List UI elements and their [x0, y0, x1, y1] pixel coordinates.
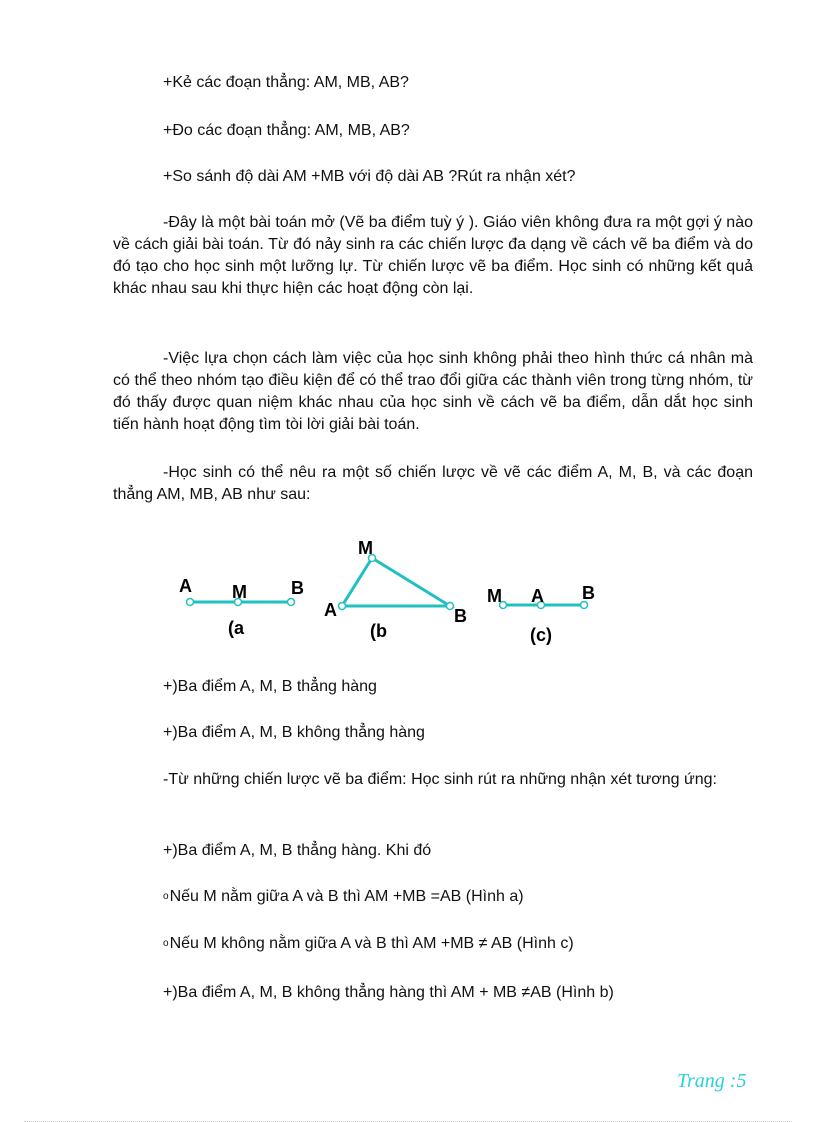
paragraph-strategies	[113, 462, 753, 506]
conclusion-between	[163, 886, 524, 908]
question-measure-segments: +Đo các đoạn thẳng: AM, MB, AB?	[163, 122, 410, 139]
caption-c: (c)	[530, 625, 552, 645]
paragraph-open-problem-text: -Đây là một bài toán mở (Vẽ ba điểm tuỳ ý ). Giáo viên không đưa ra một gợi ý nào về cách giải bài toán. Từ đó nảy sinh ra các chiến lược đa dạng về cách vẽ ba điểm và do đó tạo cho học sinh một lưỡng lự. Từ chiến lược vẽ ba điểm. Học sinh có những kết quả khác nhau sau khi thực hiện các hoạt động còn lại.	[113, 214, 753, 297]
label-M-c: M	[487, 586, 502, 606]
paragraph-open-problem	[113, 212, 753, 300]
question-draw-segments: +Kẻ các đoạn thẳng: AM, MB, AB?	[163, 74, 409, 91]
triangle-AMB	[342, 558, 450, 606]
label-A-a: A	[179, 576, 192, 596]
paragraph-group-work-text: -Việc lựa chọn cách làm việc của học sinh không phải theo hình thức cá nhân mà có thể theo nhóm tạo điều kiện để có thể trao đổi giữa các thành viên trong từng nhóm, từ đó thấy được quan niệm khác nhau của học sinh về cách vẽ ba điểm, dẫn dắt học sinh tiến hành hoạt động tìm tòi lời giải bài toán.	[113, 350, 753, 433]
label-B-a: B	[291, 578, 304, 598]
case-collinear: +)Ba điểm A, M, B thẳng hàng	[163, 678, 377, 695]
case-collinear-then: +)Ba điểm A, M, B thẳng hàng. Khi đó	[163, 842, 432, 859]
conclusion-not-between-text: Nếu M không nằm giữa A và B thì AM +MB ≠ AB (Hình c)	[169, 935, 574, 952]
label-B-b: B	[454, 606, 467, 626]
conclusion-not-between	[163, 933, 574, 955]
paragraph-conclusions	[113, 769, 753, 791]
figure-three-points	[170, 528, 610, 648]
question-compare-lengths: +So sánh độ dài AM +MB với độ dài AB ?Rút ra nhận xét?	[163, 168, 576, 185]
label-A-c: A	[531, 586, 544, 606]
figure-a	[179, 576, 304, 638]
label-A-b: A	[324, 600, 337, 620]
bullet-icon: o	[163, 938, 169, 949]
page-number: Trang :5	[677, 1070, 747, 1092]
bullet-icon: o	[163, 891, 169, 902]
point-B-a	[288, 599, 295, 606]
conclusion-between-text: Nếu M nằm giữa A và B thì AM +MB =AB (Hình a)	[169, 888, 524, 905]
point-A-b	[339, 603, 346, 610]
case-not-collinear: +)Ba điểm A, M, B không thẳng hàng	[163, 724, 425, 741]
figure-c	[487, 583, 595, 645]
label-M-b: M	[358, 538, 373, 558]
point-A-a	[187, 599, 194, 606]
caption-a: (a	[228, 618, 245, 638]
point-B-b	[447, 603, 454, 610]
paragraph-group-work	[113, 348, 753, 436]
conclusion-triangle: +)Ba điểm A, M, B không thẳng hàng thì AM + MB ≠AB (Hình b)	[163, 984, 614, 1001]
paragraph-strategies-text: -Học sinh có thể nêu ra một số chiến lược về vẽ các điểm A, M, B, và các đoạn thẳng AM, MB, AB như sau:	[113, 464, 753, 503]
caption-b: (b	[370, 621, 387, 641]
label-M-a: M	[232, 582, 247, 602]
page-bottom-rule	[24, 1121, 792, 1122]
figure-b	[324, 538, 467, 641]
label-B-c: B	[582, 583, 595, 603]
paragraph-conclusions-text: -Từ những chiến lược vẽ ba điểm: Học sinh rút ra những nhận xét tương ứng:	[163, 771, 717, 788]
